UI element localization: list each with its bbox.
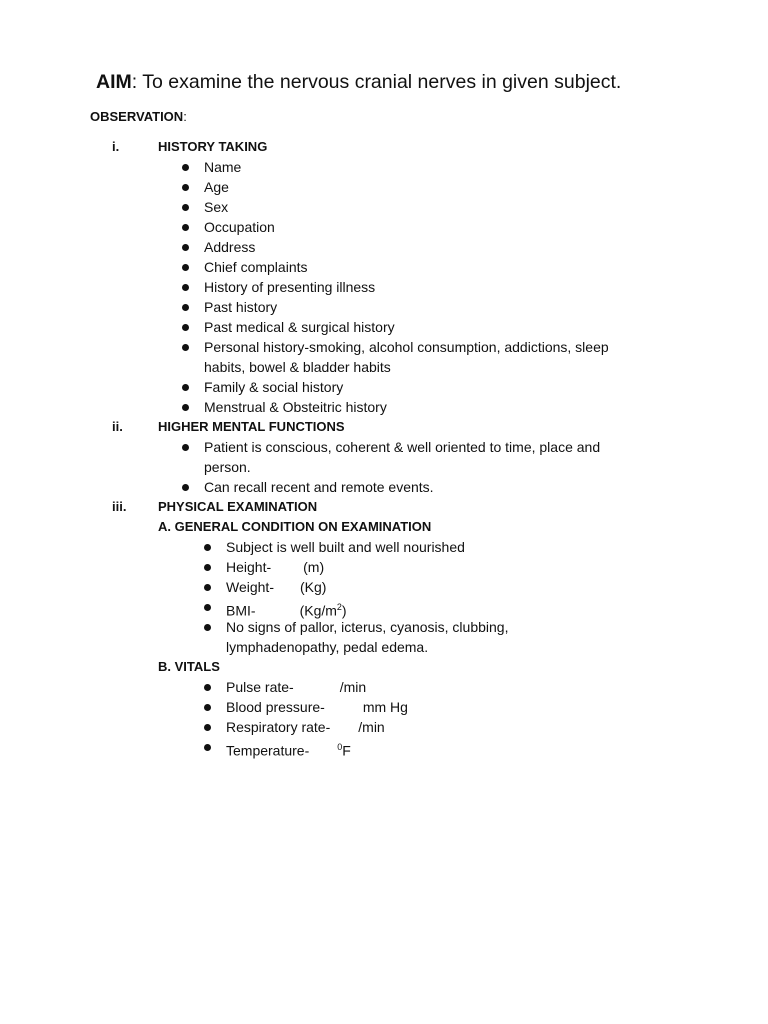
observation-heading	[90, 109, 187, 124]
bullet-icon	[204, 564, 211, 571]
bullet-icon	[182, 184, 189, 191]
list-item	[226, 577, 326, 597]
list-item	[204, 397, 387, 417]
bullet-icon	[182, 264, 189, 271]
temp-unit-superscript: 0	[337, 742, 343, 752]
bmi-unit-close: )	[341, 602, 347, 619]
height-unit: (m)	[303, 559, 325, 575]
bullet-icon	[182, 224, 189, 231]
height-label: Height-	[226, 559, 272, 575]
list-item	[226, 537, 465, 557]
bullet-icon	[204, 704, 211, 711]
bullet-icon	[204, 744, 211, 751]
bmi-unit-superscript: 2	[336, 602, 342, 612]
bullet-icon	[204, 684, 211, 691]
list-item-text: Occupation	[204, 219, 275, 235]
bullet-icon	[182, 304, 189, 311]
list-item	[204, 217, 275, 237]
list-item-text-continued: habits, bowel & bladder habits	[204, 359, 391, 375]
list-item	[204, 477, 434, 497]
list-item-text-continued: lymphadenopathy, pedal edema.	[226, 639, 429, 655]
list-item	[226, 677, 366, 697]
list-item-text: History of presenting illness	[204, 279, 376, 295]
weight-label: Weight-	[226, 579, 274, 595]
bullet-icon	[182, 284, 189, 291]
list-item-text: Name	[204, 159, 242, 175]
general-condition-heading: A. GENERAL CONDITION ON EXAMINATION	[158, 519, 432, 534]
aim-colon: :	[131, 71, 138, 93]
list-item	[204, 157, 241, 177]
bullet-icon	[182, 244, 189, 251]
resp-label: Respiratory rate-	[226, 719, 331, 735]
list-item	[204, 237, 255, 257]
list-item-text: Subject is well built and well nourished	[226, 539, 465, 555]
bmi-unit: (Kg/m	[299, 602, 337, 619]
list-item-text: Past medical & surgical history	[204, 319, 395, 335]
bullet-icon	[182, 384, 189, 391]
list-item-text: No signs of pallor, icterus, cyanosis, clubbing,	[226, 619, 509, 635]
weight-unit: (Kg)	[299, 579, 327, 595]
list-item-text: Age	[204, 179, 229, 195]
bullet-icon	[204, 584, 211, 591]
bullet-icon	[182, 404, 189, 411]
temp-label: Temperature-	[226, 742, 310, 759]
list-item	[204, 337, 609, 377]
bullet-icon	[204, 724, 211, 731]
section-ii-title: HIGHER MENTAL FUNCTIONS	[158, 419, 345, 434]
bullet-icon	[182, 324, 189, 331]
bullet-icon	[182, 484, 189, 491]
section-iii-number: iii.	[112, 499, 127, 514]
resp-unit: /min	[358, 719, 385, 735]
observation-label: OBSERVATION	[90, 109, 184, 124]
list-item	[204, 437, 600, 477]
list-item-text: Chief complaints	[204, 259, 308, 275]
list-item	[204, 197, 228, 217]
list-item	[226, 737, 351, 761]
temp-unit: F	[342, 742, 351, 759]
list-item	[226, 617, 508, 657]
list-item-text: Family & social history	[204, 379, 344, 395]
list-item	[204, 317, 395, 337]
bmi-label: BMI-	[226, 602, 256, 619]
observation-colon: :	[183, 109, 187, 124]
vitals-heading: B. VITALS	[158, 659, 220, 674]
bullet-icon	[182, 344, 189, 351]
bullet-icon	[204, 544, 211, 551]
list-item-text: Can recall recent and remote events.	[204, 479, 434, 495]
bullet-icon	[182, 204, 189, 211]
bullet-icon	[182, 164, 189, 171]
list-item-text: Patient is conscious, coherent & well oriented to time, place and	[204, 439, 601, 455]
list-item	[204, 297, 277, 317]
list-item-text: Menstrual & Obsteitric history	[204, 399, 387, 415]
section-i-title: HISTORY TAKING	[158, 139, 268, 154]
list-item	[204, 177, 229, 197]
bullet-icon	[182, 444, 189, 451]
aim-text: To examine the nervous cranial nerves in given subject.	[137, 71, 622, 93]
list-item-text: Past history	[204, 299, 278, 315]
list-item	[226, 557, 324, 577]
section-i-number: i.	[112, 139, 120, 154]
section-iii-title: PHYSICAL EXAMINATION	[158, 499, 318, 514]
list-item	[204, 377, 343, 397]
pulse-label: Pulse rate-	[226, 679, 294, 695]
list-item	[204, 277, 375, 297]
list-item-text-continued: person.	[204, 459, 251, 475]
list-item	[226, 697, 408, 717]
section-ii-number: ii.	[112, 419, 123, 434]
bullet-icon	[204, 604, 211, 611]
pulse-unit: /min	[339, 679, 367, 695]
list-item-text: Address	[204, 239, 256, 255]
bullet-icon	[204, 624, 211, 631]
list-item-text: Personal history-smoking, alcohol consumption, addictions, sleep	[204, 339, 609, 355]
bp-label: Blood pressure-	[226, 699, 325, 715]
bp-unit: mm Hg	[362, 699, 408, 715]
list-item	[226, 717, 385, 737]
list-item-text: Sex	[204, 199, 229, 215]
list-item	[204, 257, 308, 277]
aim-label: AIM	[96, 71, 132, 93]
aim-line	[96, 71, 621, 94]
